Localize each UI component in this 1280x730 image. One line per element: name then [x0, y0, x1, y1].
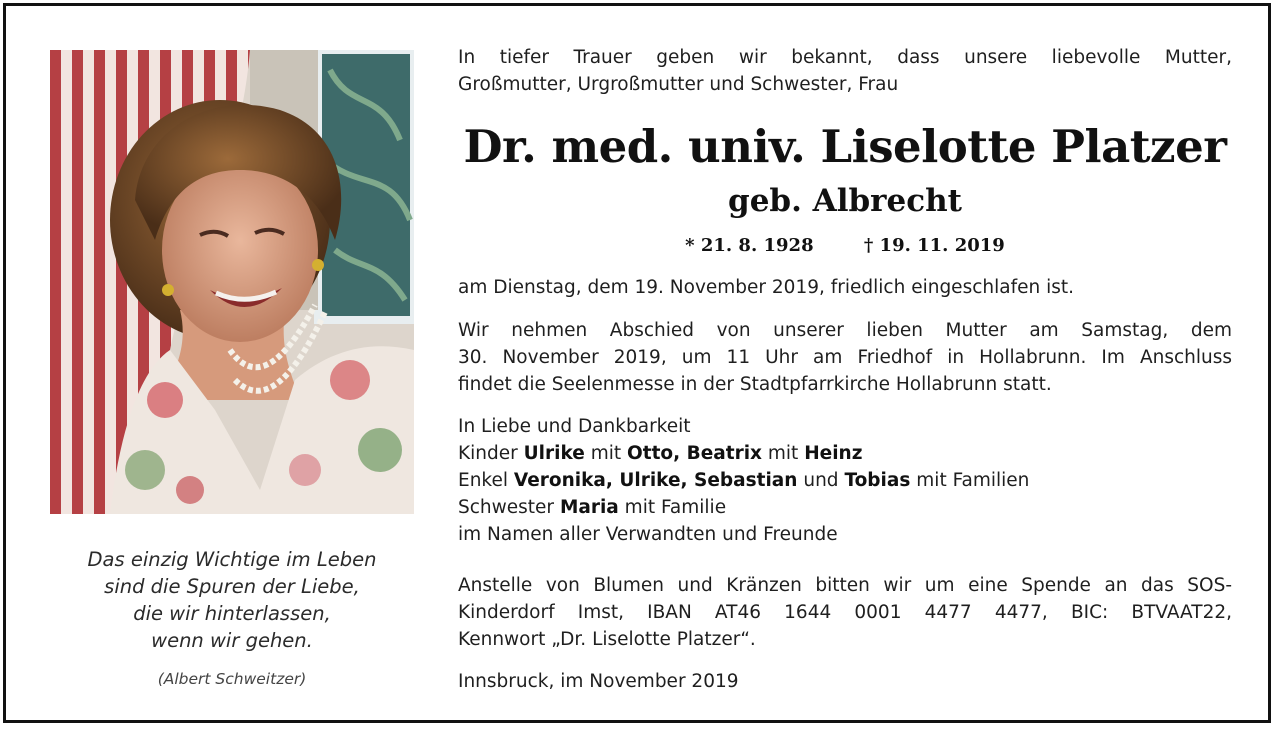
child-name: Otto, Beatrix	[627, 443, 762, 464]
mourners-children	[458, 440, 1232, 467]
connector-word: mit	[767, 443, 799, 464]
death-date: † 19. 11. 2019	[863, 235, 1005, 256]
quote-line: die wir hinterlassen,	[133, 602, 331, 625]
death-notice-line: am Dienstag, dem 19. November 2019, friedlich eingeschlafen ist.	[458, 277, 1074, 298]
life-dates	[458, 232, 1232, 260]
donation-line-3: Kennwort „Dr. Liselotte Platzer“.	[458, 629, 756, 650]
grandchildren-suffix: mit Familien	[916, 470, 1030, 491]
mourners-list	[458, 413, 1232, 548]
portrait-photo	[50, 50, 414, 514]
place-date-line: Innsbruck, im November 2019	[458, 671, 739, 692]
birth-date: * 21. 8. 1928	[685, 235, 814, 256]
mourners-heading: In Liebe und Dankbarkeit	[458, 416, 691, 437]
farewell-paragraph	[458, 317, 1232, 398]
child-name: Ulrike	[523, 443, 585, 464]
quote-author: (Albert Schweitzer)	[157, 670, 307, 688]
children-prefix: Kinder	[458, 443, 518, 464]
donation-paragraph	[458, 572, 1232, 653]
place-date	[458, 668, 1232, 695]
sister-prefix: Schwester	[458, 497, 555, 518]
quote-line: Das einzig Wichtige im Leben	[87, 548, 377, 571]
mourners-sister	[458, 494, 1232, 521]
grandchild-name: Tobias	[844, 470, 911, 491]
quote-line: sind die Spuren der Liebe,	[104, 575, 360, 598]
sister-suffix: mit Familie	[624, 497, 727, 518]
intro-line-2: Großmutter, Urgroßmutter und Schwester, Frau	[458, 74, 899, 95]
mourners-grandchildren	[458, 467, 1232, 494]
connector-word: und	[803, 470, 839, 491]
intro-line-1: In tiefer Trauer geben wir bekannt, dass unsere liebevolle Mutter,	[458, 47, 1232, 68]
donation-line-1: Anstelle von Blumen und Kränzen bitten wir um eine Spende an das SOS-	[458, 575, 1232, 596]
mourners-others: im Namen aller Verwandten und Freunde	[458, 524, 838, 545]
farewell-line-1: Wir nehmen Abschied von unserer lieben Mutter am Samstag, dem	[458, 320, 1232, 341]
sister-name: Maria	[559, 497, 619, 518]
quote-line: wenn wir gehen.	[151, 629, 313, 652]
death-notice	[458, 274, 1232, 301]
grandchild-names: Veronika, Ulrike, Sebastian	[513, 470, 798, 491]
farewell-line-3: findet die Seelenmesse in der Stadtpfarrkirche Hollabrunn statt.	[458, 374, 1052, 395]
memorial-quote	[36, 546, 428, 654]
farewell-line-2: 30. November 2019, um 11 Uhr am Friedhof in Hollabrunn. Im Anschluss	[458, 347, 1232, 368]
birth-name: geb. Albrecht	[728, 183, 962, 219]
deceased-name: Dr. med. univ. Liselotte Platzer	[463, 120, 1227, 173]
grandchildren-prefix: Enkel	[458, 470, 508, 491]
child-name: Heinz	[804, 443, 863, 464]
donation-line-2: Kinderdorf Imst, IBAN AT46 1644 0001 4477 4477, BIC: BTVAAT22,	[458, 602, 1232, 623]
connector-word: mit	[590, 443, 622, 464]
intro-paragraph	[458, 44, 1232, 98]
obituary-card	[3, 3, 1271, 723]
